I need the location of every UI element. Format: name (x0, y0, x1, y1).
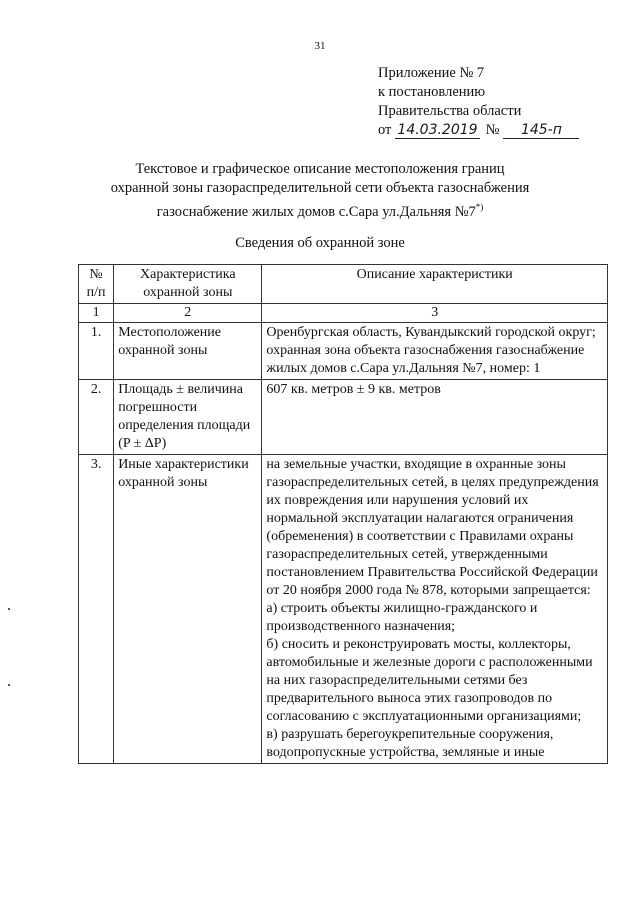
table-index-row (79, 304, 608, 323)
section-subtitle: Сведения об охранной зоне (235, 235, 405, 251)
table-header-row (79, 265, 608, 304)
row-characteristic: Иные характеристики охранной зоны (114, 455, 262, 764)
title-line-3 (80, 198, 560, 222)
row-characteristic: Местоположение охранной зоны (114, 323, 262, 380)
number-label: № (485, 122, 500, 138)
row-description: 607 кв. метров ± 9 кв. метров (262, 380, 608, 455)
row-number: 3. (79, 455, 114, 764)
title-line-3-text: газоснабжение жилых домов с.Сара ул.Дальняя №7 (156, 203, 476, 220)
margin-mark (8, 608, 10, 610)
header-number: № п/п (79, 265, 114, 304)
zone-info-table (78, 264, 608, 764)
row-description: на земельные участки, входящие в охранные зоны газораспределительных сетей, в целях предупреждения их повреждения или нарушения условий их нормальной эксплуатации налагаются ограничения (обременения) в соответствии с Правилами охраны газораспределительных сетей, утвержденными постановлением Правительства Российской Федерации от 20 ноября 2000 года № 878, которыми запрещается: а) строить объекты жилищно-гражданского и производственного назначения; б) сносить и реконструировать мосты, коллекторы, автомобильные и железные дороги с расположенными на них газораспределительными сетями без предварительного выноса этих газопроводов по согласованию с эксплуатационными организациями; в) разрушать берегоукрепительные сооружения, водопропускные устройства, земляные и иные (262, 455, 608, 764)
row-number: 1. (79, 323, 114, 380)
appendix-line-2: к постановлению (378, 84, 486, 100)
header-description: Описание характеристики (262, 265, 608, 304)
document-title (80, 160, 560, 222)
title-line-1: Текстовое и графическое описание местоположения границ (135, 161, 505, 177)
appendix-line-3: Правительства области (378, 103, 522, 119)
table-row (79, 455, 608, 764)
index-cell-2: 2 (114, 304, 262, 323)
page-number: 31 (314, 40, 326, 52)
header-characteristic: Характеристика охранной зоны (114, 265, 262, 304)
row-number: 2. (79, 380, 114, 455)
index-cell-3: 3 (262, 304, 608, 323)
index-cell-1: 1 (79, 304, 114, 323)
handwritten-date: 14.03.2019 (397, 122, 478, 138)
title-line-2: охранной зоны газораспределительной сети объекта газоснабжения (110, 180, 530, 196)
appendix-block (378, 64, 579, 140)
handwritten-number: 145-п (503, 122, 579, 139)
ot-label: от (378, 122, 392, 138)
row-description: Оренбургская область, Кувандыкский городской округ; охранная зона объекта газоснабжения газоснабжение жилых домов с.Сара ул.Дальняя №7, номер: 1 (262, 323, 608, 380)
appendix-line-1: Приложение № 7 (378, 65, 485, 81)
footnote-mark: *) (475, 202, 484, 212)
table-row (79, 323, 608, 380)
appendix-date-line (378, 121, 579, 140)
row-characteristic: Площадь ± величина погрешности определения площади (P ± ΔP) (114, 380, 262, 455)
table-row (79, 380, 608, 455)
margin-mark (8, 684, 10, 686)
